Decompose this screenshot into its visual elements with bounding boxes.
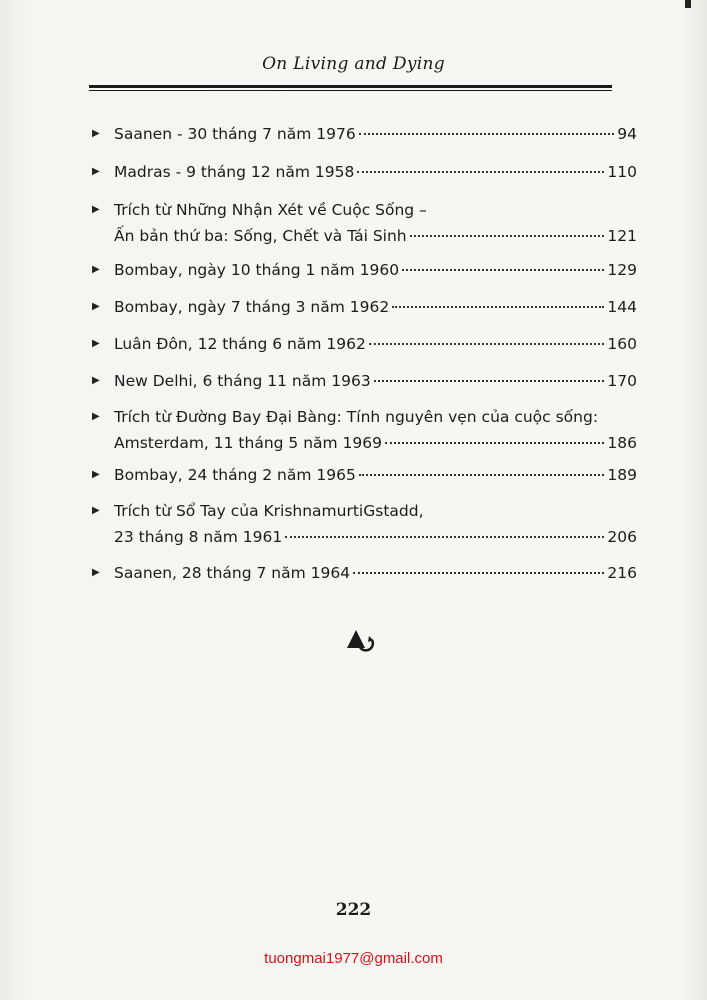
toc-entry-line bbox=[114, 257, 637, 283]
toc-page-number: 170 bbox=[607, 372, 637, 390]
toc-page-number: 160 bbox=[607, 335, 637, 353]
toc-entry-title: New Delhi, 6 tháng 11 năm 1963 bbox=[114, 372, 371, 390]
triangle-right-icon: ▶ bbox=[92, 338, 100, 349]
toc-entry-line bbox=[114, 498, 637, 524]
running-head-title: On Living and Dying bbox=[262, 54, 445, 74]
triangle-right-icon: ▶ bbox=[92, 505, 100, 516]
dot-leader bbox=[285, 536, 604, 538]
toc-entry-line bbox=[114, 462, 637, 488]
toc-entry bbox=[92, 159, 637, 185]
toc-entry bbox=[92, 331, 637, 357]
dot-leader bbox=[353, 572, 604, 574]
dot-leader bbox=[392, 306, 604, 308]
triangle-right-icon: ▶ bbox=[92, 301, 100, 312]
toc-entry-line bbox=[114, 159, 637, 185]
dot-leader bbox=[385, 442, 604, 444]
triangle-right-icon: ▶ bbox=[92, 128, 100, 139]
toc-page-number: 129 bbox=[607, 261, 637, 279]
toc-entry-line bbox=[114, 430, 637, 456]
toc-entry-title: Bombay, ngày 7 tháng 3 năm 1962 bbox=[114, 298, 390, 316]
header-rule-thick bbox=[89, 85, 612, 88]
toc-entry bbox=[92, 560, 637, 586]
toc-entry bbox=[92, 368, 637, 394]
triangle-right-icon: ▶ bbox=[92, 166, 100, 177]
toc-entry bbox=[92, 462, 637, 488]
toc-entry-line bbox=[114, 121, 637, 147]
section-end-ornament-icon bbox=[345, 626, 377, 652]
triangle-right-icon: ▶ bbox=[92, 469, 100, 480]
toc-entry bbox=[92, 498, 637, 550]
toc-entry-line bbox=[114, 223, 637, 249]
dot-leader bbox=[410, 235, 605, 237]
dot-leader bbox=[374, 380, 605, 382]
toc-entry-line bbox=[114, 368, 637, 394]
toc-entry-title: Bombay, 24 tháng 2 năm 1965 bbox=[114, 466, 356, 484]
toc-page-number: 144 bbox=[607, 298, 637, 316]
toc-entry bbox=[92, 257, 637, 283]
toc-entry-title: 23 tháng 8 năm 1961 bbox=[114, 528, 283, 546]
dot-leader bbox=[369, 343, 605, 345]
toc-page-number: 94 bbox=[617, 125, 637, 143]
toc-entry bbox=[92, 121, 637, 147]
triangle-right-icon: ▶ bbox=[92, 264, 100, 275]
toc-entry bbox=[92, 294, 637, 320]
triangle-right-icon: ▶ bbox=[92, 204, 100, 215]
running-head bbox=[0, 54, 707, 74]
toc-entry-title: Saanen - 30 tháng 7 năm 1976 bbox=[114, 125, 356, 143]
toc-entry-line bbox=[114, 294, 637, 320]
toc-entry-line bbox=[114, 331, 637, 357]
triangle-right-icon: ▶ bbox=[92, 411, 100, 422]
scan-corner-mark bbox=[685, 0, 691, 8]
header-rule-thin bbox=[89, 90, 612, 91]
toc-entry-title: Amsterdam, 11 tháng 5 năm 1969 bbox=[114, 434, 383, 452]
toc-entry-title: Saanen, 28 tháng 7 năm 1964 bbox=[114, 564, 351, 582]
page-number: 222 bbox=[335, 900, 372, 920]
triangle-right-icon: ▶ bbox=[92, 375, 100, 386]
toc-entry bbox=[92, 197, 637, 249]
toc-entry-title: Trích từ Những Nhận Xét về Cuộc Sống – bbox=[114, 201, 427, 219]
toc-page-number: 186 bbox=[607, 434, 637, 452]
toc-entry-line bbox=[114, 197, 637, 223]
dot-leader bbox=[359, 474, 605, 476]
toc-page-number: 121 bbox=[607, 227, 637, 245]
watermark-email: tuongmai1977@gmail.com bbox=[264, 950, 443, 967]
toc-entry-title: Ấn bản thứ ba: Sống, Chết và Tái Sinh bbox=[114, 227, 407, 245]
toc-entry-line bbox=[114, 404, 637, 430]
triangle-right-icon: ▶ bbox=[92, 567, 100, 578]
dot-leader bbox=[357, 171, 604, 173]
toc-entry-title: Luân Đôn, 12 tháng 6 năm 1962 bbox=[114, 335, 366, 353]
toc-entry-title: Bombay, ngày 10 tháng 1 năm 1960 bbox=[114, 261, 400, 279]
toc-page-number: 189 bbox=[607, 466, 637, 484]
toc-entry-title: Trích từ Sổ Tay của KrishnamurtiGstadd, bbox=[114, 502, 424, 520]
toc-entry-title: Trích từ Đường Bay Đại Bàng: Tính nguyên vẹn của cuộc sống: bbox=[114, 408, 599, 426]
dot-leader bbox=[402, 269, 604, 271]
toc-entry-title: Madras - 9 tháng 12 năm 1958 bbox=[114, 163, 355, 181]
dot-leader bbox=[359, 133, 615, 135]
toc-entry-line bbox=[114, 560, 637, 586]
toc-entry bbox=[92, 404, 637, 456]
toc-entry-line bbox=[114, 524, 637, 550]
toc-page-number: 110 bbox=[607, 163, 637, 181]
toc-page-number: 206 bbox=[607, 528, 637, 546]
toc-page-number: 216 bbox=[607, 564, 637, 582]
